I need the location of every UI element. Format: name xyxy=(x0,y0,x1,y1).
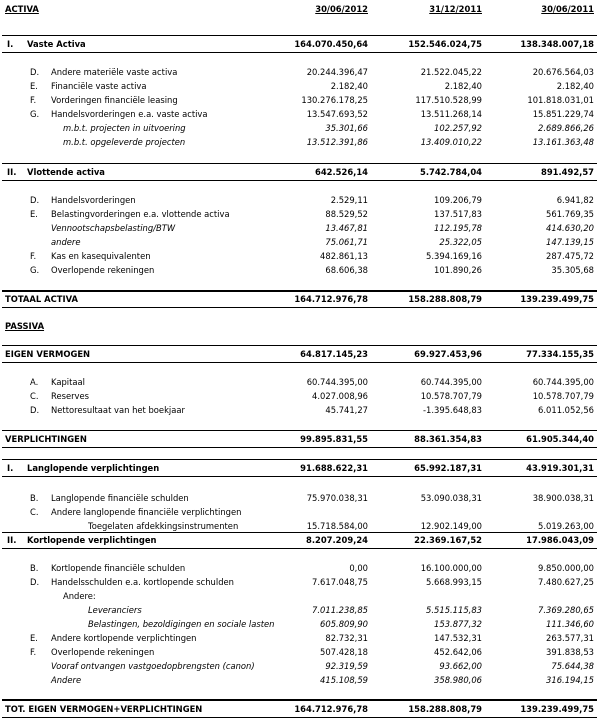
row-value-3: 6.941,82 xyxy=(556,195,594,205)
row-value-2: 53.090.038,31 xyxy=(420,493,482,503)
row-code: D. xyxy=(30,195,40,205)
row-code: G. xyxy=(30,265,40,275)
row-value-2: -1.395.648,83 xyxy=(423,405,482,415)
row-code: B. xyxy=(30,563,39,573)
divider xyxy=(2,163,597,164)
table-row xyxy=(0,390,599,402)
table-row xyxy=(0,38,599,50)
row-label: Andere kortlopende verplichtingen xyxy=(51,633,197,643)
row-value-3: 7.369.280,65 xyxy=(538,605,594,615)
row-code: I. xyxy=(7,39,14,49)
col2-header: 31/12/2011 xyxy=(429,4,482,14)
row-code: II. xyxy=(7,535,17,545)
table-row xyxy=(0,376,599,388)
row-label: TOT. EIGEN VERMOGEN+VERPLICHTINGEN xyxy=(5,704,203,714)
row-code: D. xyxy=(30,67,40,77)
col1-header: 30/06/2012 xyxy=(315,4,368,14)
row-value-2: 147.532,31 xyxy=(434,633,482,643)
row-value-1: 415.108,59 xyxy=(320,675,368,685)
row-value-1: 2.182,40 xyxy=(330,81,368,91)
section-heading xyxy=(0,320,599,332)
divider xyxy=(2,362,597,363)
row-value-1: 15.718.584,00 xyxy=(306,521,368,531)
row-label: Belastingvorderingen e.a. vlottende activa xyxy=(51,209,230,219)
row-code: B. xyxy=(30,493,39,503)
table-row xyxy=(0,576,599,588)
row-value-3: 2.182,40 xyxy=(556,81,594,91)
table-row xyxy=(0,222,599,234)
row-code: F. xyxy=(30,647,37,657)
row-value-2: 65.992.187,31 xyxy=(414,463,482,473)
row-label: Overlopende rekeningen xyxy=(51,647,155,657)
passiva-title: PASSIVA xyxy=(5,321,45,331)
row-value-1: 7.011.238,85 xyxy=(312,605,368,615)
table-row xyxy=(0,646,599,658)
table-row xyxy=(0,506,599,518)
row-value-1: 2.529,11 xyxy=(330,195,368,205)
row-label: Vlottende activa xyxy=(27,167,105,177)
row-value-2: 12.902.149,00 xyxy=(420,521,482,531)
activa-title: ACTIVA xyxy=(5,4,39,14)
divider xyxy=(2,447,597,448)
row-value-1: 164.712.976,78 xyxy=(294,704,368,714)
row-value-3: 15.851.229,74 xyxy=(532,109,594,119)
table-row xyxy=(0,66,599,78)
row-value-2: 13.511.268,14 xyxy=(420,109,482,119)
row-value-2: 13.409.010,22 xyxy=(420,137,482,147)
row-value-2: 137.517,83 xyxy=(434,209,482,219)
row-value-1: 130.276.178,25 xyxy=(301,95,368,105)
row-label: Financiële vaste activa xyxy=(51,81,147,91)
row-value-1: 68.606,38 xyxy=(325,265,368,275)
table-row xyxy=(0,703,599,715)
row-value-3: 891.492,57 xyxy=(541,167,594,177)
row-value-1: 482.861,13 xyxy=(320,251,368,261)
row-value-2: 10.578.707,79 xyxy=(420,391,482,401)
row-value-1: 92.319,59 xyxy=(325,661,368,671)
row-value-1: 0,00 xyxy=(349,563,368,573)
row-value-2: 153.877,32 xyxy=(434,619,482,629)
table-row xyxy=(0,433,599,445)
table-row xyxy=(0,404,599,416)
row-value-3: 101.818.031,01 xyxy=(527,95,594,105)
row-value-3: 2.689.866,26 xyxy=(538,123,594,133)
row-value-1: 45.741,27 xyxy=(325,405,368,415)
table-row xyxy=(0,293,599,305)
row-label: Vennootschapsbelasting/BTW xyxy=(51,223,176,233)
row-value-2: 25.322,05 xyxy=(439,237,482,247)
row-value-2: 152.546.024,75 xyxy=(408,39,482,49)
row-value-1: 13.467,81 xyxy=(325,223,368,233)
table-row xyxy=(0,108,599,120)
row-code: C. xyxy=(30,391,39,401)
table-row xyxy=(0,348,599,360)
row-value-3: 414.630,20 xyxy=(546,223,594,233)
row-value-1: 4.027.008,96 xyxy=(312,391,368,401)
row-value-1: 91.688.622,31 xyxy=(300,463,368,473)
row-label: m.b.t. projecten in uitvoering xyxy=(63,123,186,133)
row-value-3: 6.011.052,56 xyxy=(538,405,594,415)
row-value-2: 452.642,06 xyxy=(434,647,482,657)
row-value-1: 8.207.209,24 xyxy=(306,535,368,545)
row-label: Kapitaal xyxy=(51,377,85,387)
row-value-2: 60.744.395,00 xyxy=(420,377,482,387)
table-row xyxy=(0,632,599,644)
row-value-1: 99.895.831,55 xyxy=(300,434,368,444)
row-label: Kas en kasequivalenten xyxy=(51,251,151,261)
divider xyxy=(2,699,597,701)
row-value-2: 101.890,26 xyxy=(434,265,482,275)
row-value-2: 5.394.169,16 xyxy=(426,251,482,261)
table-row xyxy=(0,94,599,106)
row-value-3: 17.986.043,09 xyxy=(526,535,594,545)
row-code: F. xyxy=(30,251,37,261)
row-value-3: 61.905.344,40 xyxy=(526,434,594,444)
divider xyxy=(2,430,597,431)
row-label: Kortlopende financiële schulden xyxy=(51,563,186,573)
row-code: C. xyxy=(30,507,39,517)
row-label: m.b.t. opgeleverde projecten xyxy=(63,137,186,147)
divider xyxy=(2,459,597,460)
row-value-1: 35.301,66 xyxy=(325,123,368,133)
row-value-1: 60.744.395,00 xyxy=(306,377,368,387)
divider xyxy=(2,35,597,36)
row-value-2: 158.288.808,79 xyxy=(408,704,482,714)
table-row xyxy=(0,136,599,148)
row-value-2: 21.522.045,22 xyxy=(420,67,482,77)
row-value-2: 5.515.115,83 xyxy=(426,605,482,615)
table-row xyxy=(0,492,599,504)
row-value-1: 7.617.048,75 xyxy=(312,577,368,587)
divider xyxy=(2,548,597,549)
row-value-1: 164.070.450,64 xyxy=(294,39,368,49)
table-row xyxy=(0,618,599,630)
row-label: Reserves xyxy=(51,391,90,401)
row-code: D. xyxy=(30,577,40,587)
table-row xyxy=(0,604,599,616)
row-label: Nettoresultaat van het boekjaar xyxy=(51,405,185,415)
row-label: Vooraf ontvangen vastgoedopbrengsten (canon) xyxy=(51,661,255,671)
row-value-1: 82.732,31 xyxy=(325,633,368,643)
row-value-1: 75.061,71 xyxy=(325,237,368,247)
table-row xyxy=(0,534,599,546)
table-row xyxy=(0,194,599,206)
row-label: Langlopende verplichtingen xyxy=(27,463,160,473)
row-value-3: 139.239.499,75 xyxy=(520,704,594,714)
row-value-1: 13.547.693,52 xyxy=(306,109,368,119)
col3-header: 30/06/2011 xyxy=(541,4,594,14)
row-code: F. xyxy=(30,95,37,105)
row-label: Toegelaten afdekkingsinstrumenten xyxy=(88,521,239,531)
row-code: G. xyxy=(30,109,40,119)
row-value-3: 561.769,35 xyxy=(546,209,594,219)
row-value-3: 20.676.564,03 xyxy=(532,67,594,77)
row-label: Andere materiële vaste activa xyxy=(51,67,178,77)
row-label: Overlopende rekeningen xyxy=(51,265,155,275)
row-value-3: 5.019.263,00 xyxy=(538,521,594,531)
row-value-1: 642.526,14 xyxy=(315,167,368,177)
divider xyxy=(2,52,597,53)
row-value-1: 88.529,52 xyxy=(325,209,368,219)
row-label: Belastingen, bezoldigingen en sociale lasten xyxy=(88,619,275,629)
divider xyxy=(2,307,597,308)
row-label: andere xyxy=(51,237,81,247)
row-value-3: 13.161.363,48 xyxy=(532,137,594,147)
row-value-3: 316.194,15 xyxy=(546,675,594,685)
row-label: Langlopende financiële schulden xyxy=(51,493,189,503)
table-row xyxy=(0,520,599,532)
row-value-1: 164.712.976,78 xyxy=(294,294,368,304)
divider xyxy=(2,345,597,346)
row-value-2: 158.288.808,79 xyxy=(408,294,482,304)
row-value-3: 77.334.155,35 xyxy=(526,349,594,359)
table-row xyxy=(0,166,599,178)
row-value-3: 35.305,68 xyxy=(551,265,594,275)
row-value-3: 147.139,15 xyxy=(546,237,594,247)
row-label: Handelsschulden e.a. kortlopende schulden xyxy=(51,577,234,587)
row-value-2: 69.927.453,96 xyxy=(414,349,482,359)
row-value-2: 16.100.000,00 xyxy=(420,563,482,573)
row-value-2: 93.662,00 xyxy=(439,661,482,671)
row-value-3: 9.850.000,00 xyxy=(538,563,594,573)
row-value-3: 391.838,53 xyxy=(546,647,594,657)
row-value-3: 263.577,31 xyxy=(546,633,594,643)
row-label: Kortlopende verplichtingen xyxy=(27,535,157,545)
table-row xyxy=(0,250,599,262)
row-value-3: 75.644,38 xyxy=(551,661,594,671)
row-value-3: 287.475,72 xyxy=(546,251,594,261)
row-value-1: 20.244.396,47 xyxy=(306,67,368,77)
table-row xyxy=(0,236,599,248)
row-value-3: 111.346,60 xyxy=(546,619,594,629)
row-value-3: 38.900.038,31 xyxy=(532,493,594,503)
row-code: II. xyxy=(7,167,17,177)
header-row xyxy=(0,3,599,15)
divider xyxy=(2,532,597,533)
row-value-2: 112.195,78 xyxy=(434,223,482,233)
row-label: Handelsvorderingen xyxy=(51,195,136,205)
row-value-2: 22.369.167,52 xyxy=(414,535,482,545)
row-code: E. xyxy=(30,209,38,219)
row-label: Leveranciers xyxy=(88,605,142,615)
row-value-1: 64.817.145,23 xyxy=(300,349,368,359)
table-row xyxy=(0,208,599,220)
row-value-1: 507.428,18 xyxy=(320,647,368,657)
table-row xyxy=(0,562,599,574)
table-row xyxy=(0,590,599,602)
row-value-1: 13.512.391,86 xyxy=(306,137,368,147)
divider xyxy=(2,717,597,718)
row-code: E. xyxy=(30,633,38,643)
row-label: Andere langlopende financiële verplichtingen xyxy=(51,507,242,517)
row-label: EIGEN VERMOGEN xyxy=(5,349,91,359)
row-value-2: 358.980,06 xyxy=(434,675,482,685)
row-value-2: 5.742.784,04 xyxy=(420,167,482,177)
row-label: Vorderingen financiële leasing xyxy=(51,95,178,105)
row-label: Andere xyxy=(51,675,82,685)
row-label: Andere: xyxy=(63,591,96,601)
row-code: D. xyxy=(30,405,40,415)
row-value-3: 139.239.499,75 xyxy=(520,294,594,304)
row-label: Vaste Activa xyxy=(27,39,86,49)
row-code: A. xyxy=(30,377,39,387)
row-value-1: 75.970.038,31 xyxy=(306,493,368,503)
table-row xyxy=(0,674,599,686)
table-row xyxy=(0,462,599,474)
divider xyxy=(2,290,597,292)
row-label: TOTAAL ACTIVA xyxy=(5,294,78,304)
table-row xyxy=(0,264,599,276)
row-value-3: 43.919.301,31 xyxy=(526,463,594,473)
row-value-2: 117.510.528,99 xyxy=(415,95,482,105)
row-label: VERPLICHTINGEN xyxy=(5,434,87,444)
row-value-2: 88.361.354,83 xyxy=(414,434,482,444)
table-row xyxy=(0,122,599,134)
row-value-2: 5.668.993,15 xyxy=(426,577,482,587)
table-row xyxy=(0,660,599,672)
row-label: Handelsvorderingen e.a. vaste activa xyxy=(51,109,208,119)
row-value-2: 109.206,79 xyxy=(434,195,482,205)
row-value-2: 102.257,92 xyxy=(434,123,482,133)
divider xyxy=(2,476,597,477)
row-value-3: 10.578.707,79 xyxy=(532,391,594,401)
row-value-3: 60.744.395,00 xyxy=(532,377,594,387)
row-code: I. xyxy=(7,463,14,473)
table-row xyxy=(0,80,599,92)
row-value-2: 2.182,40 xyxy=(444,81,482,91)
row-value-1: 605.809,90 xyxy=(320,619,368,629)
row-code: E. xyxy=(30,81,38,91)
row-value-3: 138.348.007,18 xyxy=(520,39,594,49)
divider xyxy=(2,180,597,181)
row-value-3: 7.480.627,25 xyxy=(538,577,594,587)
